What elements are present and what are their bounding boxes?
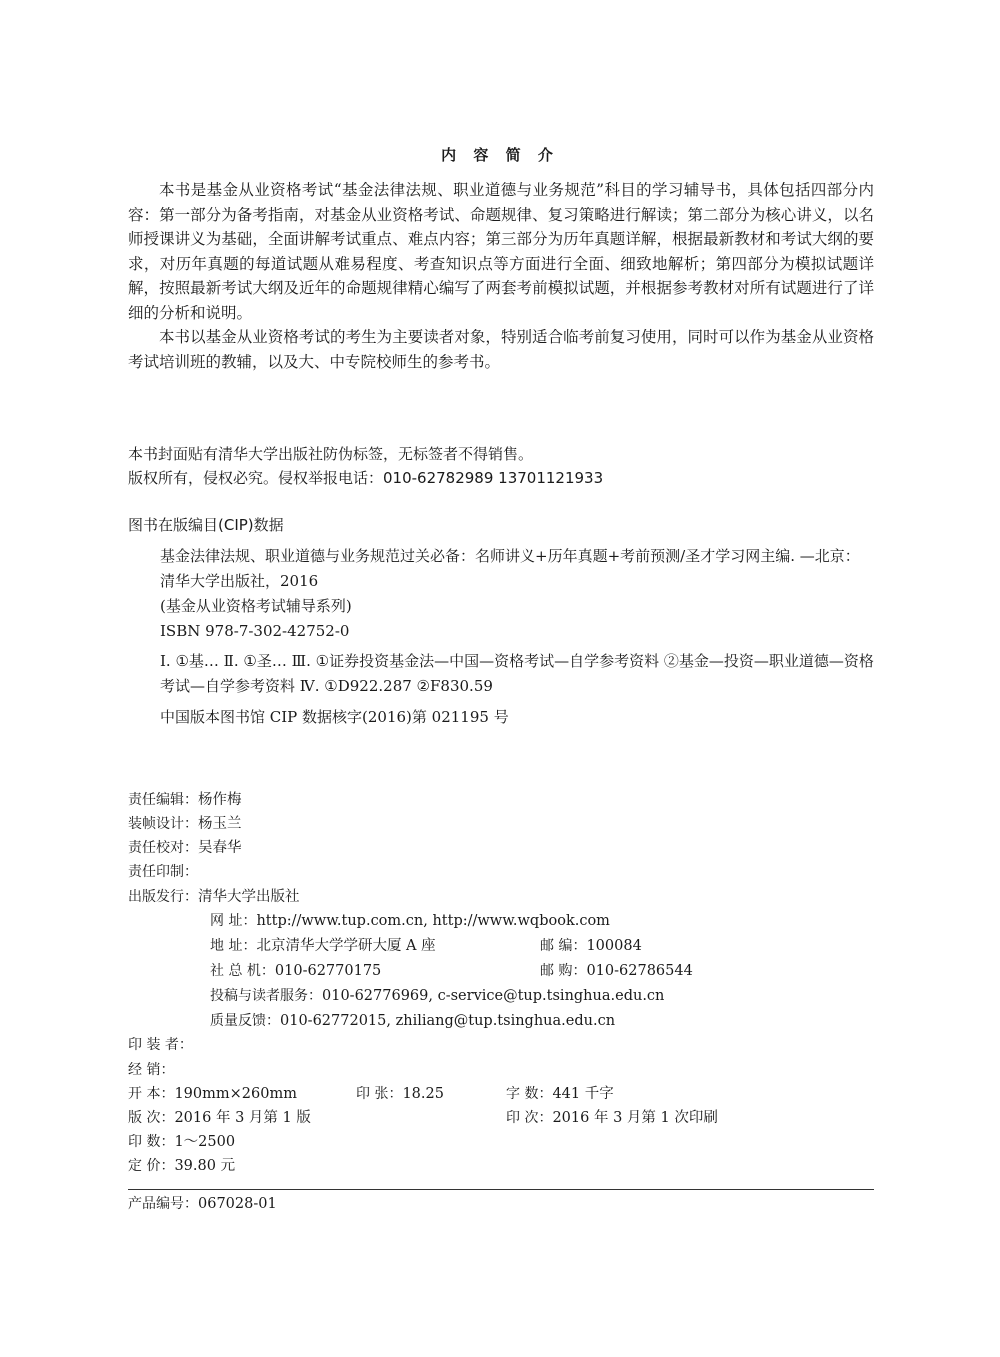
cip-series: (基金从业资格考试辅导系列) xyxy=(160,597,352,615)
notice-line-2: 版权所有，侵权必究。侵权举报电话：010-62782989 13701121933 xyxy=(128,469,604,487)
content-summary xyxy=(128,178,874,374)
summary-paragraph-2: 本书以基金从业资格考试的考生为主要读者对象，特别适合临考前复习使用，同时可以作为基金从业资格考试培训班的教辅，以及大、中专院校师生的参考书。 xyxy=(128,328,874,371)
impression-label: 印 次： xyxy=(506,1110,553,1126)
switchboard-label: 社 总 机： xyxy=(210,963,275,979)
distributor-label: 经 销： xyxy=(128,1062,175,1078)
product-number xyxy=(128,1193,277,1215)
website-value: http://www.tup.com.cn, http://www.wqbook.com xyxy=(256,913,610,929)
edition-label: 版 次： xyxy=(128,1110,175,1126)
submission-value: 010-62776969, c-service@tup.tsinghua.edu.cn xyxy=(322,988,665,1004)
switchboard-value: 010-62770175 xyxy=(274,963,382,979)
mailorder-label: 邮 购： xyxy=(540,963,587,979)
price-value: 39.80 元 xyxy=(174,1158,236,1174)
credit-editor xyxy=(128,788,242,812)
credit-quality xyxy=(210,1009,615,1033)
cip-record-number: 中国版本图书馆 CIP 数据核字(2016)第 021195 号 xyxy=(160,708,509,726)
impression-value: 2016 年 3 月第 1 次印刷 xyxy=(552,1110,718,1126)
print-run-value: 1～2500 xyxy=(174,1134,236,1150)
notice-line-1: 本书封面贴有清华大学出版社防伪标签，无标签者不得销售。 xyxy=(128,445,534,463)
address-label: 地 址： xyxy=(210,938,257,954)
credit-distributor xyxy=(128,1058,174,1082)
credit-printer xyxy=(128,1033,193,1057)
cip-description: 基金法律法规、职业道德与业务规范过关必备：名师讲义+历年真题+考前预测/圣才学习网主编. —北京：清华大学出版社，2016 xyxy=(160,547,860,590)
credit-postcode xyxy=(540,934,642,958)
cip-heading: 图书在版编目(CIP)数据 xyxy=(128,516,284,534)
credit-address xyxy=(210,934,436,958)
postcode-label: 邮 编： xyxy=(540,938,587,954)
proofreader-value: 吴春华 xyxy=(198,840,242,856)
credit-proofreader xyxy=(128,836,242,860)
publisher-value: 清华大学出版社 xyxy=(198,889,300,905)
address-value: 北京清华大学学研大厦 A 座 xyxy=(256,938,436,954)
credit-format xyxy=(128,1082,297,1106)
designer-value: 杨玉兰 xyxy=(198,816,242,832)
credit-impression xyxy=(506,1106,718,1130)
submission-label: 投稿与读者服务： xyxy=(210,988,322,1004)
credit-printing xyxy=(128,860,198,884)
credit-publisher xyxy=(128,885,300,909)
credit-sheets xyxy=(356,1082,444,1106)
price-label: 定 价： xyxy=(128,1158,175,1174)
printer-label: 印 装 者： xyxy=(128,1037,193,1053)
designer-label: 装帧设计： xyxy=(128,816,198,832)
format-label: 开 本： xyxy=(128,1086,175,1102)
website-label: 网 址： xyxy=(210,913,257,929)
quality-value: 010-62772015, zhiliang@tup.tsinghua.edu.cn xyxy=(280,1013,616,1029)
sheets-value: 18.25 xyxy=(402,1086,444,1102)
printing-label: 责任印制： xyxy=(128,864,198,880)
mailorder-value: 010-62786544 xyxy=(586,963,693,979)
page-title: 内 容 简 介 xyxy=(441,146,559,164)
edition-value: 2016 年 3 月第 1 版 xyxy=(174,1110,311,1126)
divider-line xyxy=(128,1189,874,1190)
cip-isbn: ISBN 978-7-302-42752-0 xyxy=(160,621,350,640)
product-number-label: 产品编号： xyxy=(128,1196,198,1212)
format-value: 190mm×260mm xyxy=(174,1086,297,1102)
credit-edition xyxy=(128,1106,311,1130)
credit-switchboard xyxy=(210,959,381,983)
quality-label: 质量反馈： xyxy=(210,1013,280,1029)
proofreader-label: 责任校对： xyxy=(128,840,198,856)
words-label: 字 数： xyxy=(506,1086,553,1102)
credit-words xyxy=(506,1082,614,1106)
editor-value: 杨作梅 xyxy=(198,792,242,808)
credit-price xyxy=(128,1154,235,1178)
credit-print-run xyxy=(128,1130,235,1154)
sheets-label: 印 张： xyxy=(356,1086,403,1102)
print-run-label: 印 数： xyxy=(128,1134,175,1150)
product-number-value: 067028-01 xyxy=(198,1196,277,1212)
credit-designer xyxy=(128,812,242,836)
credit-submission xyxy=(210,984,664,1008)
summary-paragraph-1: 本书是基金从业资格考试“基金法律法规、职业道德与业务规范”科目的学习辅导书，具体包括四部分内容：第一部分为备考指南，对基金从业资格考试、命题规律、复习策略进行解读；第二部分为核心讲义，以名师授课讲义为基础，全面讲解考试重点、难点内容；第三部分为历年真题详解，根据最新教材和考试大纲的要求，对历年真题的每道试题从难易程度、考查知识点等方面进行全面、细致地解析；第四部分为模拟试题详解，按照最新考试大纲及近年的命题规律精心编写了两套考前模拟试题，并根据参考教材对所有试题进行了详细的分析和说明。 xyxy=(128,181,874,322)
postcode-value: 100084 xyxy=(586,938,642,954)
editor-label: 责任编辑： xyxy=(128,792,198,808)
anti-counterfeit-notice xyxy=(128,442,603,490)
words-value: 441 千字 xyxy=(552,1086,614,1102)
credit-website xyxy=(210,909,610,933)
publisher-label: 出版发行： xyxy=(128,889,198,905)
cip-body xyxy=(160,544,874,730)
credit-mailorder xyxy=(540,959,693,983)
cip-data xyxy=(128,514,874,730)
cip-classification: Ⅰ. ①基… Ⅱ. ①圣… Ⅲ. ①证券投资基金法—中国—资格考试—自学参考资料 ②基金—投资—职业道德—资格考试—自学参考资料 Ⅳ. ①D922.287 ②F830.59 xyxy=(160,652,874,695)
